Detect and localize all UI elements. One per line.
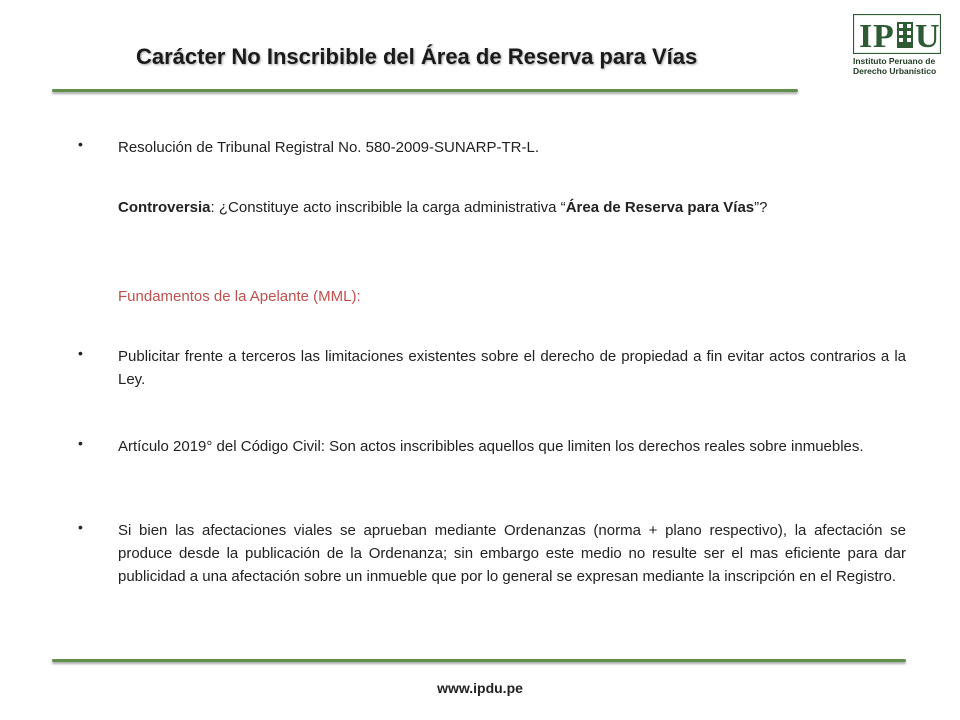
logo-institution-line1: Instituto Peruano de [853,56,936,66]
title-underline [52,89,798,92]
fundamentos-heading: Fundamentos de la Apelante (MML): [118,288,361,305]
controversy-bold-term: Área de Reserva para Vías [565,199,755,216]
bullet-marker: • [78,345,83,361]
list-item: Artículo 2019° del Código Civil: Son actos inscribibles aquellos que limiten los derechos reales sobre inmuebles. [118,438,864,455]
logo-institution-line2: Derecho Urbanístico [853,66,937,76]
footer-url[interactable]: www.ipdu.pe [437,680,523,696]
controversy-text-b: ”? [754,199,768,216]
footer-rule [52,659,906,662]
logo-institution-name [853,56,936,76]
list-item: Resolución de Tribunal Registral No. 580-2009-SUNARP-TR-L. [118,139,540,156]
logo-letter-p: P [873,18,894,54]
logo-letter-u: U [915,18,940,54]
list-item: Publicitar frente a terceros las limitaciones existentes sobre el derecho de propiedad a fin evitar actos contrarios a la Ley. [118,348,906,388]
logo-letter-i: I [859,18,873,54]
bullet-marker: • [78,435,83,451]
controversy-label: Controversia [118,199,211,216]
list-item: Si bien las afectaciones viales se aprueban mediante Ordenanzas (norma + plano respectivo), la afectación se produce desde la publicación de la Ordenanza; sin embargo este medio no resulte ser el mas eficiente para dar publicidad a una afectación sobre un inmueble que por lo general se expresan mediante la inscripción en el Registro. [118,522,906,585]
bullet-marker: • [78,519,83,535]
building-grid-icon [897,22,913,48]
ipdu-logo-mark [853,14,941,54]
slide-title: Carácter No Inscribible del Área de Reserva para Vías [136,44,698,69]
controversy-paragraph [118,196,906,219]
controversy-text-a: : ¿Constituye acto inscribible la carga administrativa “ [210,199,566,216]
bullet-marker: • [78,136,83,152]
ipdu-logo [853,14,943,96]
